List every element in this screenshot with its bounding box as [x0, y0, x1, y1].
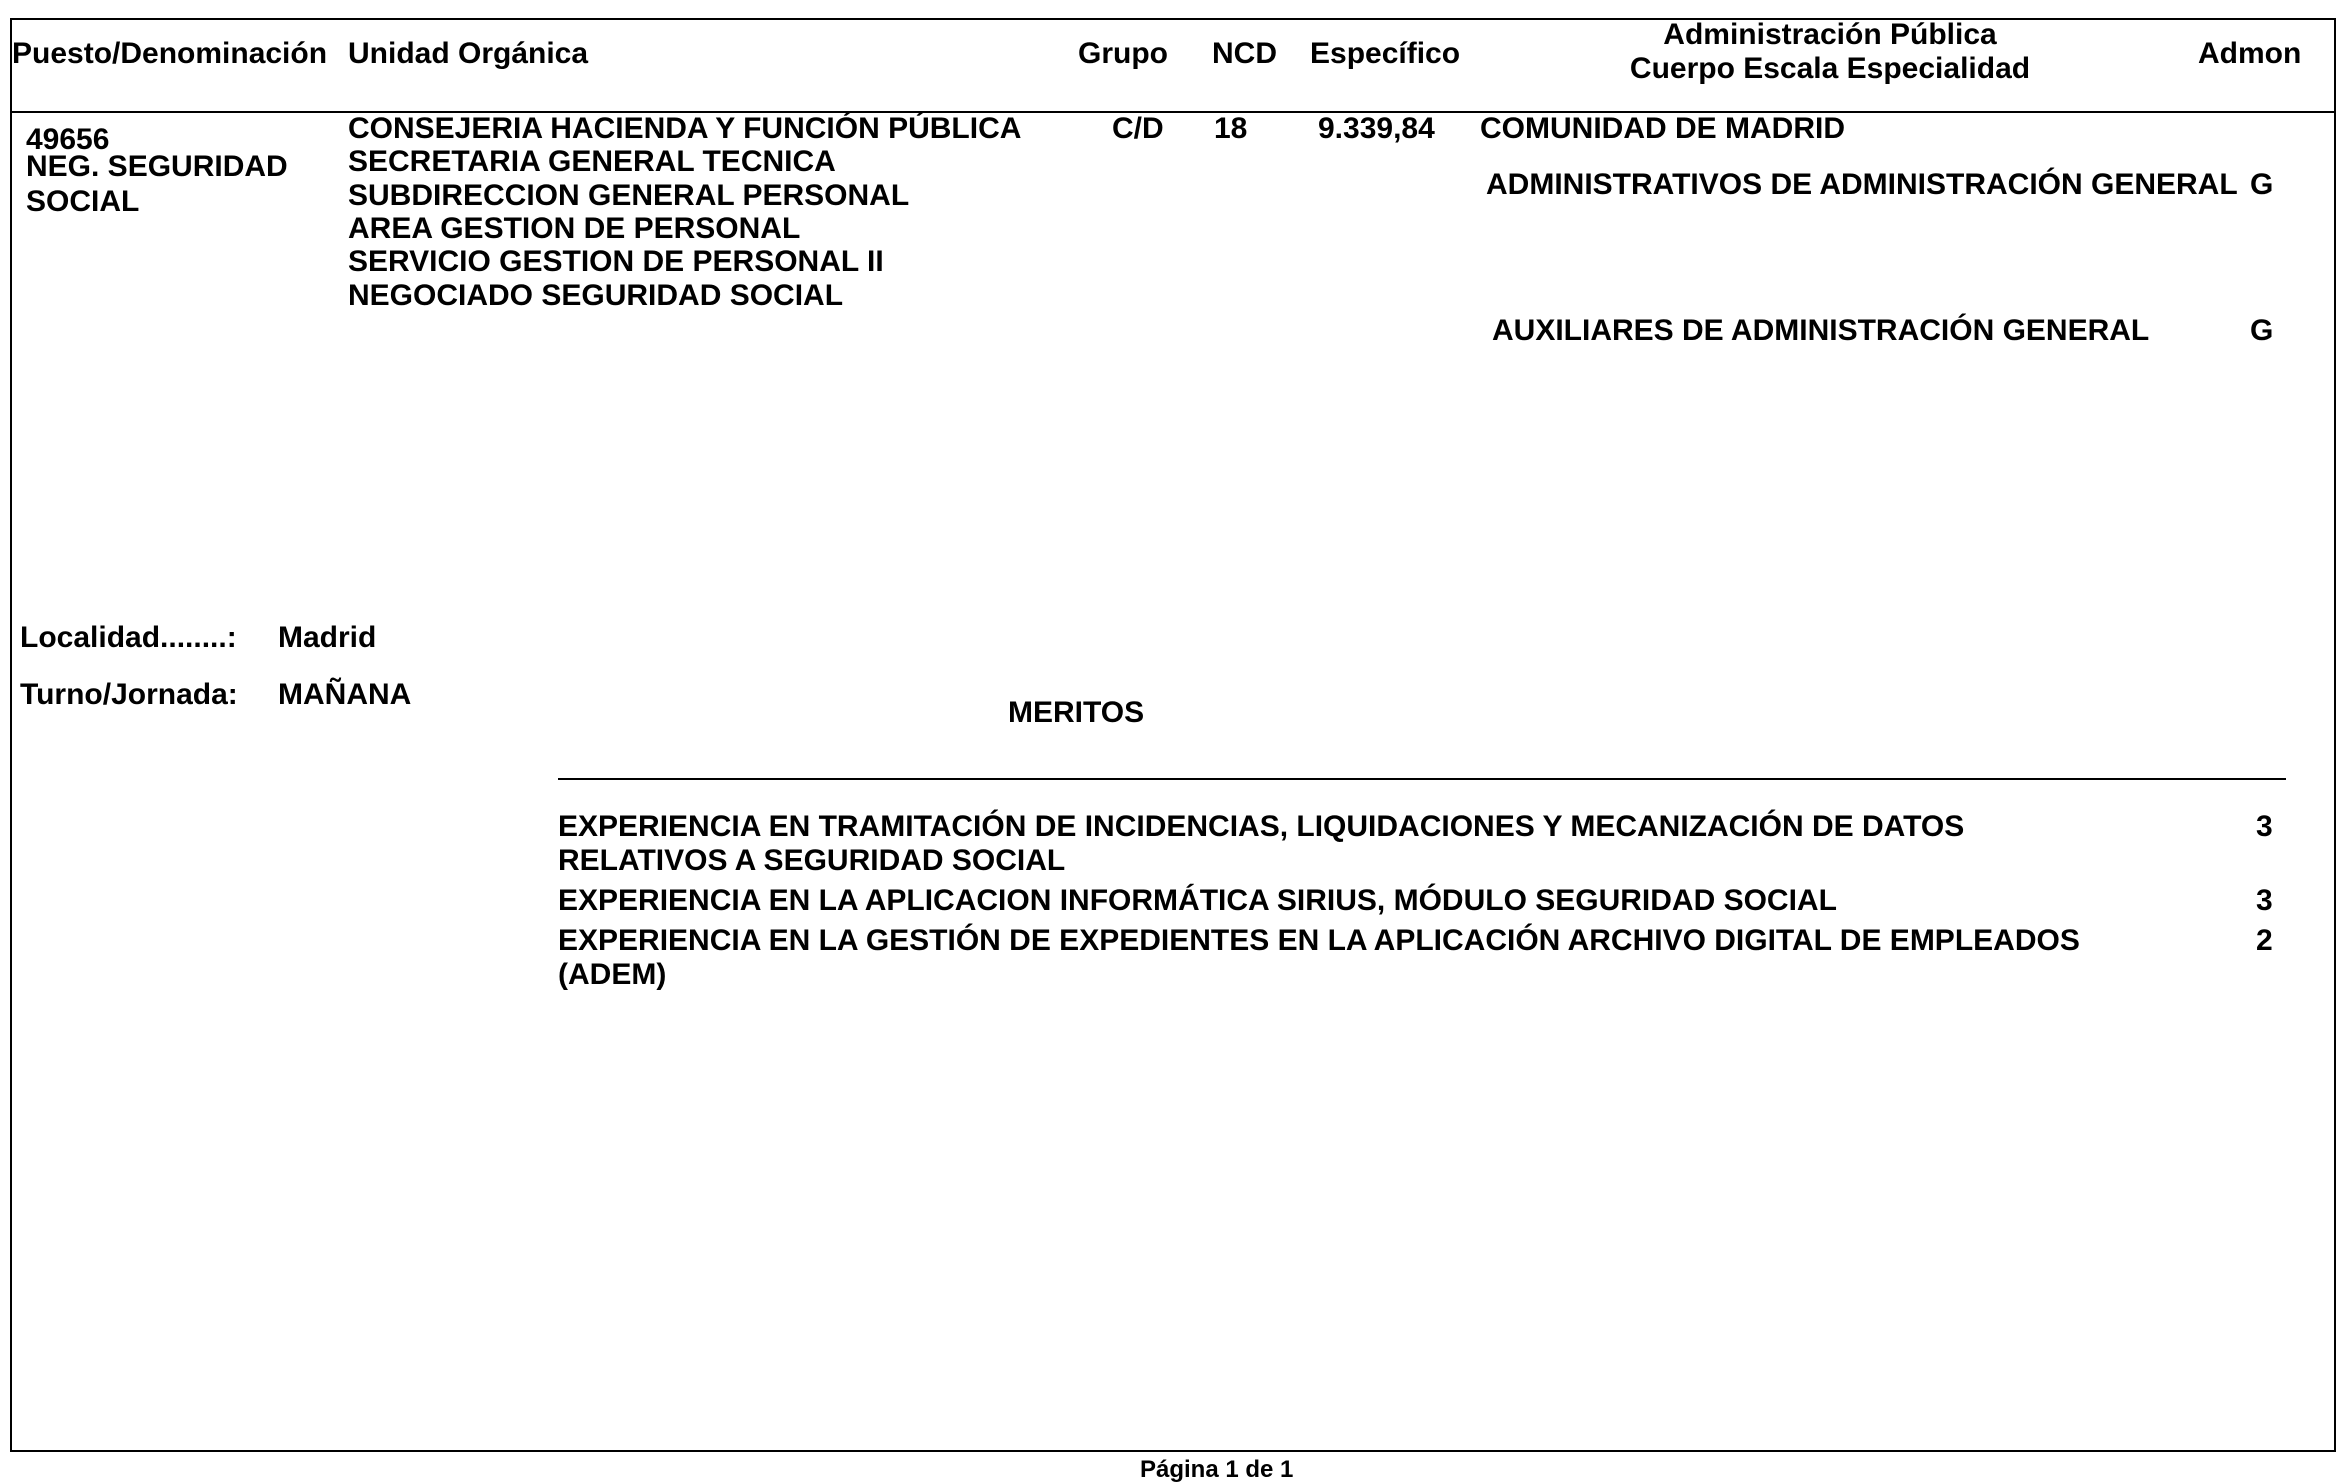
header-unidad: Unidad Orgánica [348, 37, 589, 70]
page-footer: Página 1 de 1 [1140, 1456, 1294, 1483]
merito-2-points: 3 [2256, 884, 2273, 917]
header-admin-line2: Cuerpo Escala Especialidad [1629, 52, 2031, 85]
grupo-value: C/D [1112, 112, 1164, 145]
cuerpo-1-nombre: ADMINISTRATIVOS DE ADMINISTRACIÓN GENERAL [1486, 168, 2238, 201]
turno-label: Turno/Jornada: [20, 678, 238, 711]
unidad-line-6: NEGOCIADO SEGURIDAD SOCIAL [348, 279, 844, 312]
localidad-value: Madrid [278, 621, 377, 654]
turno-value: MAÑANA [278, 678, 412, 711]
ncd-value: 18 [1214, 112, 1248, 145]
unidad-line-2: SECRETARIA GENERAL TECNICA [348, 145, 836, 178]
meritos-title: MERITOS [1008, 696, 1145, 729]
puesto-codigo: 49656 [26, 123, 110, 156]
cuerpo-2-admon: G [2250, 314, 2274, 347]
unidad-line-5: SERVICIO GESTION DE PERSONAL II [348, 245, 884, 278]
puesto-denominacion-2: SOCIAL [26, 185, 140, 218]
unidad-line-4: AREA GESTION DE PERSONAL [348, 212, 801, 245]
puesto-denominacion-1: NEG. SEGURIDAD [26, 150, 288, 183]
merito-1-text: EXPERIENCIA EN TRAMITACIÓN DE INCIDENCIAS, LIQUIDACIONES Y MECANIZACIÓN DE DATOS RELATIVOS A SEGURIDAD SOCIAL [558, 810, 1965, 877]
merito-3-text: EXPERIENCIA EN LA GESTIÓN DE EXPEDIENTES EN LA APLICACIÓN ARCHIVO DIGITAL DE EMPLEADOS (ADEM) [558, 924, 2080, 991]
merito-3-points: 2 [2256, 924, 2273, 957]
cuerpo-2-nombre: AUXILIARES DE ADMINISTRACIÓN GENERAL [1492, 314, 2150, 347]
header-grupo: Grupo [1078, 37, 1168, 70]
meritos-divider [558, 778, 2286, 780]
unidad-line-1: CONSEJERIA HACIENDA Y FUNCIÓN PÚBLICA [348, 112, 1022, 145]
header-especifico: Específico [1310, 37, 1461, 70]
especifico-value: 9.339,84 [1318, 112, 1435, 145]
unidad-line-3: SUBDIRECCION GENERAL PERSONAL [348, 179, 910, 212]
merito-2-text: EXPERIENCIA EN LA APLICACION INFORMÁTICA SIRIUS, MÓDULO SEGURIDAD SOCIAL [558, 884, 1837, 917]
localidad-label: Localidad........: [20, 621, 237, 654]
merito-1-points: 3 [2256, 810, 2273, 843]
header-admin-line1: Administración Pública [1663, 18, 1997, 51]
cuerpo-1-admon: G [2250, 168, 2274, 201]
header-puesto: Puesto/Denominación [12, 37, 328, 70]
administracion-value: COMUNIDAD DE MADRID [1480, 112, 1845, 145]
header-ncd: NCD [1212, 37, 1277, 70]
header-admon: Admon [2198, 37, 2302, 70]
